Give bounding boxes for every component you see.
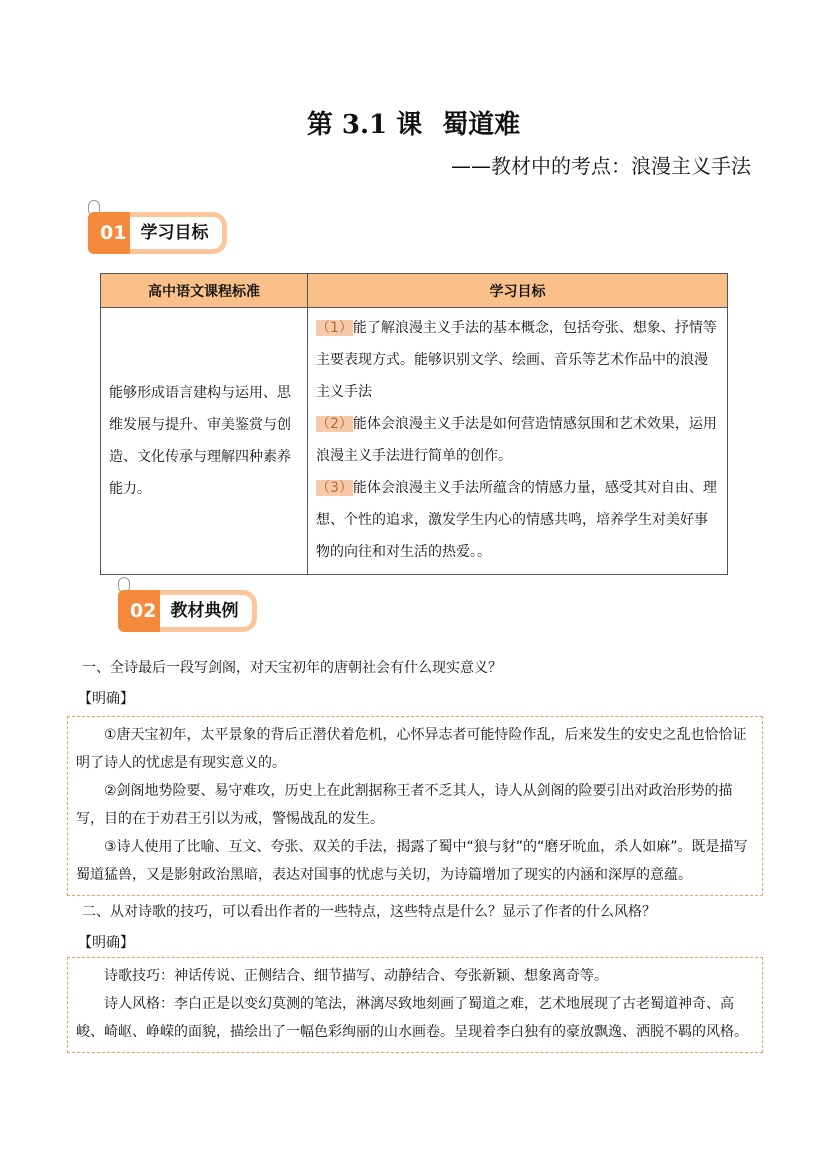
question-1: 一、全诗最后一段写剑阁，对天宝初年的唐朝社会有什么现实意义？ xyxy=(82,660,502,676)
header-standard: 高中语文课程标准 xyxy=(101,274,308,308)
section-label: 学习目标 xyxy=(130,212,227,254)
answer-box-1 xyxy=(67,716,763,896)
objectives-table xyxy=(100,273,728,575)
goals-cell xyxy=(308,308,728,575)
goal-marker: （1） xyxy=(316,320,353,336)
page-title xyxy=(0,104,827,141)
header-goals: 学习目标 xyxy=(308,274,728,308)
section-label: 教材典例 xyxy=(160,590,257,632)
answer-box-2 xyxy=(67,957,763,1053)
answer-label: 【明确】 xyxy=(78,935,134,951)
section-number: 01 xyxy=(88,212,136,254)
answer-label: 【明确】 xyxy=(78,691,134,707)
table-row xyxy=(101,308,728,575)
goal-item xyxy=(316,472,719,568)
goal-text: 能了解浪漫主义手法的基本概念，包括夸张、想象、抒情等主要表现方式。能够识别文学、绘画、音乐等艺术作品中的浪漫主义手法 xyxy=(316,320,717,400)
goal-marker: （3） xyxy=(316,480,353,496)
section-badge-02 xyxy=(118,590,257,632)
goal-item xyxy=(316,312,719,408)
page-subtitle: ——教材中的考点：浪漫主义手法 xyxy=(451,154,751,178)
goal-text: 能体会浪漫主义手法是如何营造情感氛围和艺术效果，运用浪漫主义手法进行简单的创作。 xyxy=(316,416,717,464)
answer-paragraph: ③诗人使用了比喻、互文、夸张、双关的手法，揭露了蜀中“狼与豺”的“磨牙吮血，杀人如麻”。既是描写蜀道猛兽，又是影射政治黑暗，表达对国事的忧虑与关切，为诗篇增加了现实的内涵和深厚的意蕴。 xyxy=(76,839,748,883)
answer-paragraph: ②剑阁地势险要、易守难攻，历史上在此割据称王者不乏其人，诗人从剑阁的险要引出对政治形势的描写，目的在于劝君王引以为戒，警惕战乱的发生。 xyxy=(76,783,733,827)
answer-paragraph: 诗歌技巧：神话传说、正侧结合、细节描写、动静结合、夸张新颖、想象离奇等。 xyxy=(104,968,608,984)
goal-text: 能体会浪漫主义手法所蕴含的情感力量，感受其对自由、理想、个性的追求，激发学生内心的情感共鸣，培养学生对美好事物的向往和对生活的热爱。。 xyxy=(316,480,717,560)
section-badge-01 xyxy=(88,212,227,254)
answer-paragraph: 诗人风格：李白正是以变幻莫测的笔法，淋漓尽致地刻画了蜀道之难，艺术地展现了古老蜀道神奇、高峻、崎岖、峥嵘的面貌，描绘出了一幅色彩绚丽的山水画卷。呈现着李白独有的豪放飘逸、洒脱不羁的风格。 xyxy=(76,996,748,1040)
lesson-title: 蜀道难 xyxy=(442,110,521,140)
goal-item xyxy=(316,408,719,472)
table-header-row xyxy=(101,274,728,308)
goal-marker: （2） xyxy=(316,416,353,432)
standard-cell: 能够形成语言建构与运用、思维发展与提升、审美鉴赏与创造、文化传承与理解四种素养能力。 xyxy=(101,308,308,575)
answer-paragraph: ①唐天宝初年，太平景象的背后正潜伏着危机，心怀异志者可能恃险作乱，后来发生的安史之乱也恰恰证明了诗人的忧虑是有现实意义的。 xyxy=(76,727,747,771)
section-number: 02 xyxy=(118,590,166,632)
lesson-number: 第 3.1 课 xyxy=(306,110,423,140)
question-2: 二、从对诗歌的技巧，可以看出作者的一些特点，这些特点是什么？显示了作者的什么风格？ xyxy=(82,904,656,920)
